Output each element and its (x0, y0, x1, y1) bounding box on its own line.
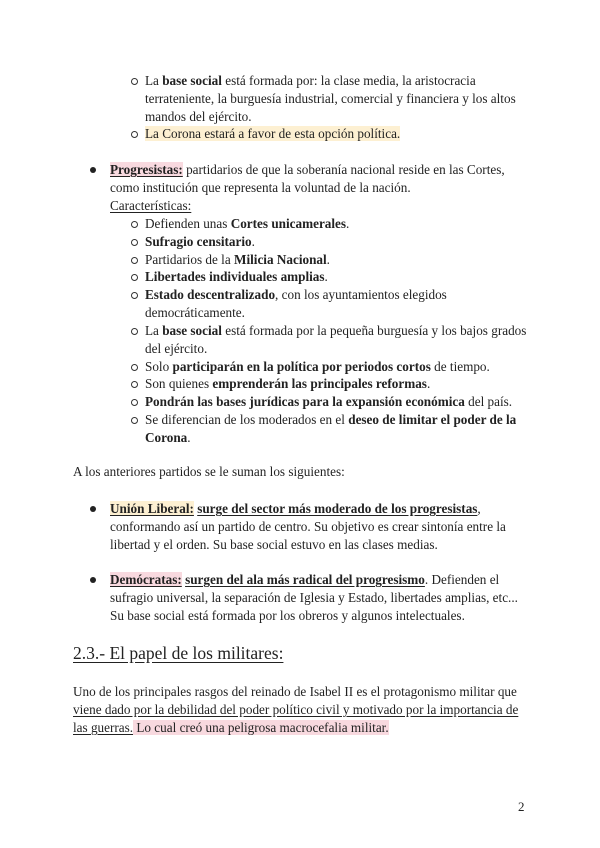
list-item: Defienden unas Cortes unicamerales. (145, 215, 530, 233)
highlight-macrocefalia: Lo cual creó una peligrosa macrocefalia militar. (133, 720, 389, 735)
highlight-corona: La Corona estará a favor de esta opción política. (145, 126, 401, 141)
militares-paragraph: Uno de los principales rasgos del reinado de Isabel II es el protagonismo militar que viene dado por la debilidad del poder político civil y motivado por la importancia de las guerras. Lo cual creó una peligrosa macrocefalia militar. (73, 684, 519, 735)
page-number: 2 (518, 799, 525, 814)
bullet-progresistas: Progresistas: partidarios de que la soberanía nacional reside en las Cortes, como institución que representa la voluntad de la nación. Características: (110, 161, 530, 215)
list-item: Son quienes emprenderán las principales reformas. (145, 375, 530, 393)
list-item: Libertades individuales amplias. (145, 268, 530, 286)
bullet-union-liberal: Unión Liberal: surge del sector más moderado de los progresistas, conformando así un partido de centro. Su objetivo es crear sintonía entre la libertad y el orden. Su base social estuvo en las clases medias. (110, 500, 530, 554)
bullet-democratas: Demócratas: surgen del ala más radical del progresismo. Defienden el sufragio universal, la separación de Iglesia y Estado, libertades amplias, etc... Su base social está formada por los obreros y algunos intelectuales. (110, 571, 530, 625)
section-heading: 2.3.- El papel de los militares: (73, 643, 284, 663)
progresistas-title: Progresistas: (110, 162, 183, 177)
caracteristicas-label: Características: (110, 198, 192, 213)
list-item: Se diferencian de los moderados en el deseo de limitar el poder de la Corona. (145, 411, 530, 447)
list-item: Solo participarán en la política por periodos cortos de tiempo. (145, 358, 530, 376)
list-item-base-social-moderados: La base social está formada por: la clase media, la aristocracia terrateniente, la burguesía industrial, comercial y financiera y los altos mandos del ejército. (145, 72, 530, 126)
list-item: Partidarios de la Milicia Nacional. (145, 251, 530, 269)
democratas-title: Demócratas: (110, 572, 182, 587)
list-item: Sufragio censitario. (145, 233, 530, 251)
list-item: Estado descentralizado, con los ayuntamientos elegidos democráticamente. (145, 286, 530, 322)
intro-paragraph: A los anteriores partidos se le suman los siguientes: (73, 464, 345, 479)
list-item: La base social está formada por la pequeña burguesía y los bajos grados del ejército. (145, 322, 530, 358)
list-item-corona (145, 125, 530, 143)
list-item: Pondrán las bases jurídicas para la expansión económica del país. (145, 393, 530, 411)
union-liberal-title: Unión Liberal: (110, 501, 194, 516)
